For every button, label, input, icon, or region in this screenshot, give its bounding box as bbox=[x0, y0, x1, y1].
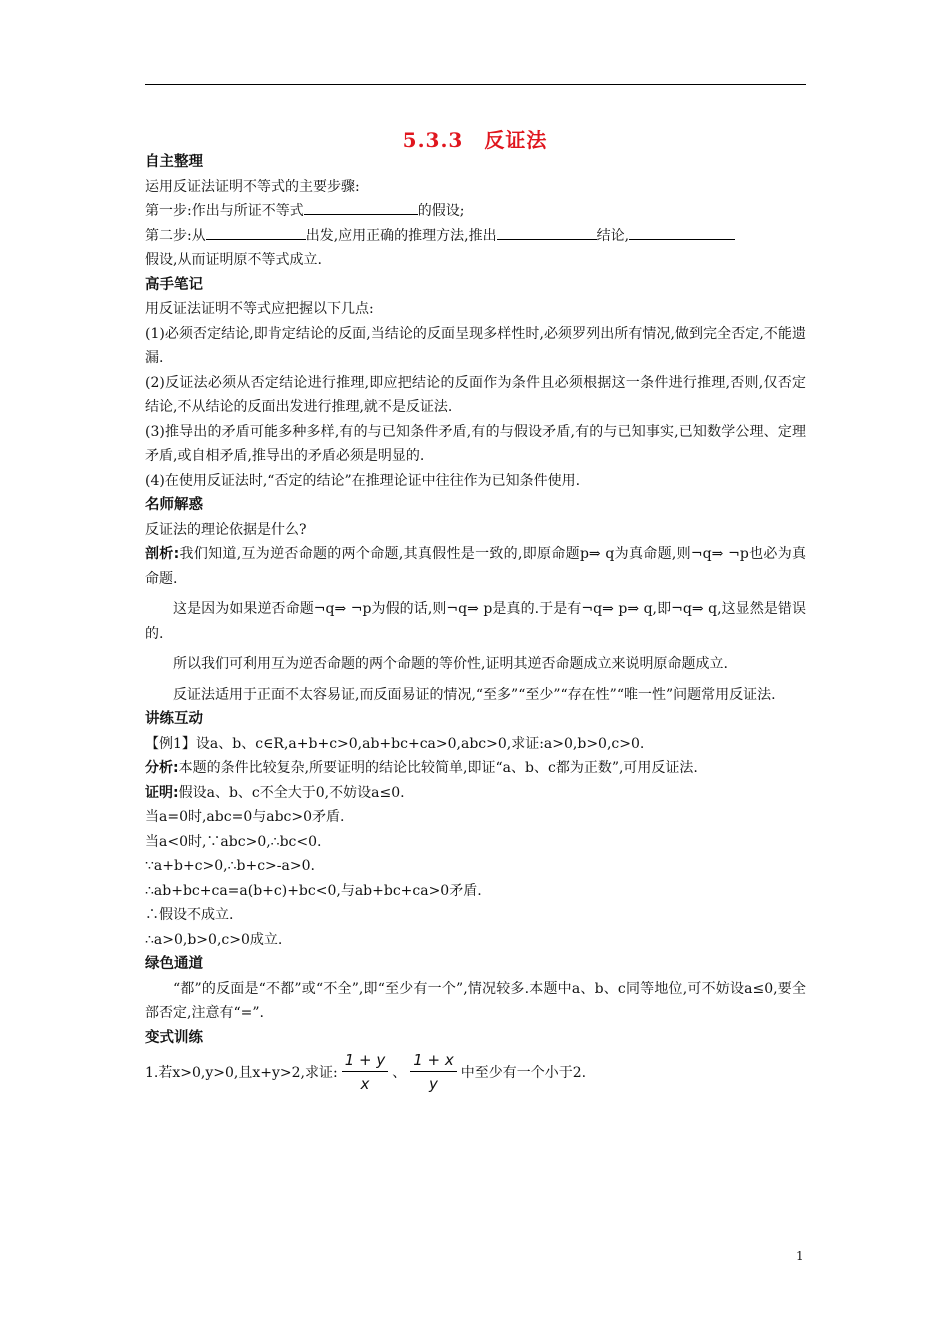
paragraph: (3)推导出的矛盾可能多种多样,有的与已知条件矛盾,有的与假设矛盾,有的与已知事实,已知数学公理、定理矛盾,或自相矛盾,推导出的矛盾必须是明显的. bbox=[145, 423, 806, 464]
section-heading-practice: 讲练互动 bbox=[145, 711, 203, 727]
text: 出发,应用正确的推理方法,推出 bbox=[305, 227, 497, 244]
text: 中至少有一个小于2. bbox=[460, 1065, 587, 1081]
proof bbox=[145, 781, 806, 806]
section-heading-variant-training: 变式训练 bbox=[145, 1029, 203, 1046]
separator: 、 bbox=[392, 1065, 407, 1081]
fraction-denominator: y bbox=[429, 1075, 438, 1093]
text: 结论, bbox=[596, 227, 630, 244]
text: 设a、b、c∈R,a+b+c>0,ab+bc+ca>0,abc>0,求证:a>0,b>0,c>0. bbox=[195, 735, 645, 752]
proof-line: ∴假设不成立. bbox=[145, 907, 234, 923]
section-heading-self-study: 自主整理 bbox=[145, 154, 203, 170]
text: 1.若x>0,y>0,且x+y>2,求证: bbox=[145, 1065, 338, 1081]
page-title: 5.3.3 反证法 bbox=[402, 128, 548, 152]
step-two bbox=[145, 224, 806, 273]
text: 我们知道,互为逆否命题的两个命题,其真假性是一致的,即原命题p⇒ q为真命题,则¬q⇒ ¬p也必为真命题. bbox=[145, 546, 807, 587]
paragraph: 这是因为如果逆否命题¬q⇒ ¬p为假的话,则¬q⇒ p是真的.于是有¬q⇒ p⇒ q,即¬q⇒ q,这显然是错误的. bbox=[145, 601, 806, 642]
fraction-1 bbox=[342, 1050, 389, 1096]
analysis-label: 剖析: bbox=[145, 546, 180, 562]
paragraph: 运用反证法证明不等式的主要步骤: bbox=[145, 178, 360, 195]
text: 本题的条件比较复杂,所要证明的结论比较简单,即证“a、b、c都为正数”,可用反证法. bbox=[178, 760, 698, 776]
page-number: 1 bbox=[796, 1249, 804, 1263]
text: 假设,从而证明原不等式成立. bbox=[145, 252, 322, 268]
text: 第二步:从 bbox=[145, 227, 206, 244]
paragraph: 反证法适用于正面不太容易证,而反面易证的情况,“至多”“至少”“存在性”“唯一性”问题常用反证法. bbox=[173, 686, 776, 703]
fill-blank[interactable] bbox=[206, 225, 306, 240]
section-heading-teacher-explains: 名师解惑 bbox=[145, 497, 203, 513]
fill-blank[interactable] bbox=[629, 225, 735, 240]
analysis bbox=[145, 756, 806, 781]
fraction-numerator: 1 + x bbox=[410, 1050, 457, 1072]
proof-line: ∴a>0,b>0,c>0成立. bbox=[145, 931, 283, 948]
fill-blank[interactable] bbox=[304, 200, 418, 215]
paragraph: (4)在使用反证法时,“否定的结论”在推理论证中往往作为已知条件使用. bbox=[145, 472, 581, 489]
paragraph: (2)反证法必须从否定结论进行推理,即应把结论的反面作为条件且必须根据这一条件进行推理,否则,仅否定结论,不从结论的反面出发进行推理,就不是反证法. bbox=[145, 374, 806, 415]
paragraph: “都”的反面是“不都”或“不全”,即“至少有一个”,情况较多.本题中a、b、c同等地位,可不妨设a≤0,要全部否定,注意有“=”. bbox=[145, 980, 806, 1021]
step-one bbox=[145, 199, 806, 224]
fraction-numerator: 1 + y bbox=[342, 1050, 389, 1072]
exercise-1 bbox=[145, 1050, 806, 1102]
paragraph: 所以我们可利用互为逆否命题的两个命题的等价性,证明其逆否命题成立来说明原命题成立. bbox=[173, 656, 728, 672]
fraction-denominator: x bbox=[360, 1075, 370, 1093]
question: 反证法的理论依据是什么? bbox=[145, 521, 307, 538]
proof-line: ∵a+b+c>0,∴b+c>-a>0. bbox=[145, 858, 315, 874]
proof-label: 证明: bbox=[145, 784, 179, 801]
section-heading-green-channel: 绿色通道 bbox=[145, 956, 203, 972]
document-body bbox=[145, 150, 806, 1102]
header-rule bbox=[145, 84, 806, 85]
section-heading-expert-notes: 高手笔记 bbox=[145, 276, 203, 293]
proof-line: 当a=0时,abc=0与abc>0矛盾. bbox=[145, 809, 345, 825]
text: 第一步:作出与所证不等式 bbox=[145, 203, 304, 219]
fraction-2 bbox=[410, 1050, 457, 1096]
analysis-paragraph bbox=[145, 542, 806, 591]
paragraph: 用反证法证明不等式应把握以下几点: bbox=[145, 301, 374, 317]
analysis-label: 分析: bbox=[145, 760, 179, 776]
paragraph: (1)必须否定结论,即肯定结论的反面,当结论的反面呈现多样性时,必须罗列出所有情况,做到完全否定,不能遗漏. bbox=[145, 325, 806, 366]
text: 假设a、b、c不全大于0,不妨设a≤0. bbox=[178, 784, 405, 801]
proof-line: 当a<0时,∵abc>0,∴bc<0. bbox=[145, 833, 322, 850]
proof-line: ∴ab+bc+ca=a(b+c)+bc<0,与ab+bc+ca>0矛盾. bbox=[145, 882, 482, 899]
example bbox=[145, 732, 806, 757]
example-label: 【例1】 bbox=[145, 735, 196, 752]
fill-blank[interactable] bbox=[497, 225, 597, 240]
text: 的假设; bbox=[417, 203, 465, 219]
